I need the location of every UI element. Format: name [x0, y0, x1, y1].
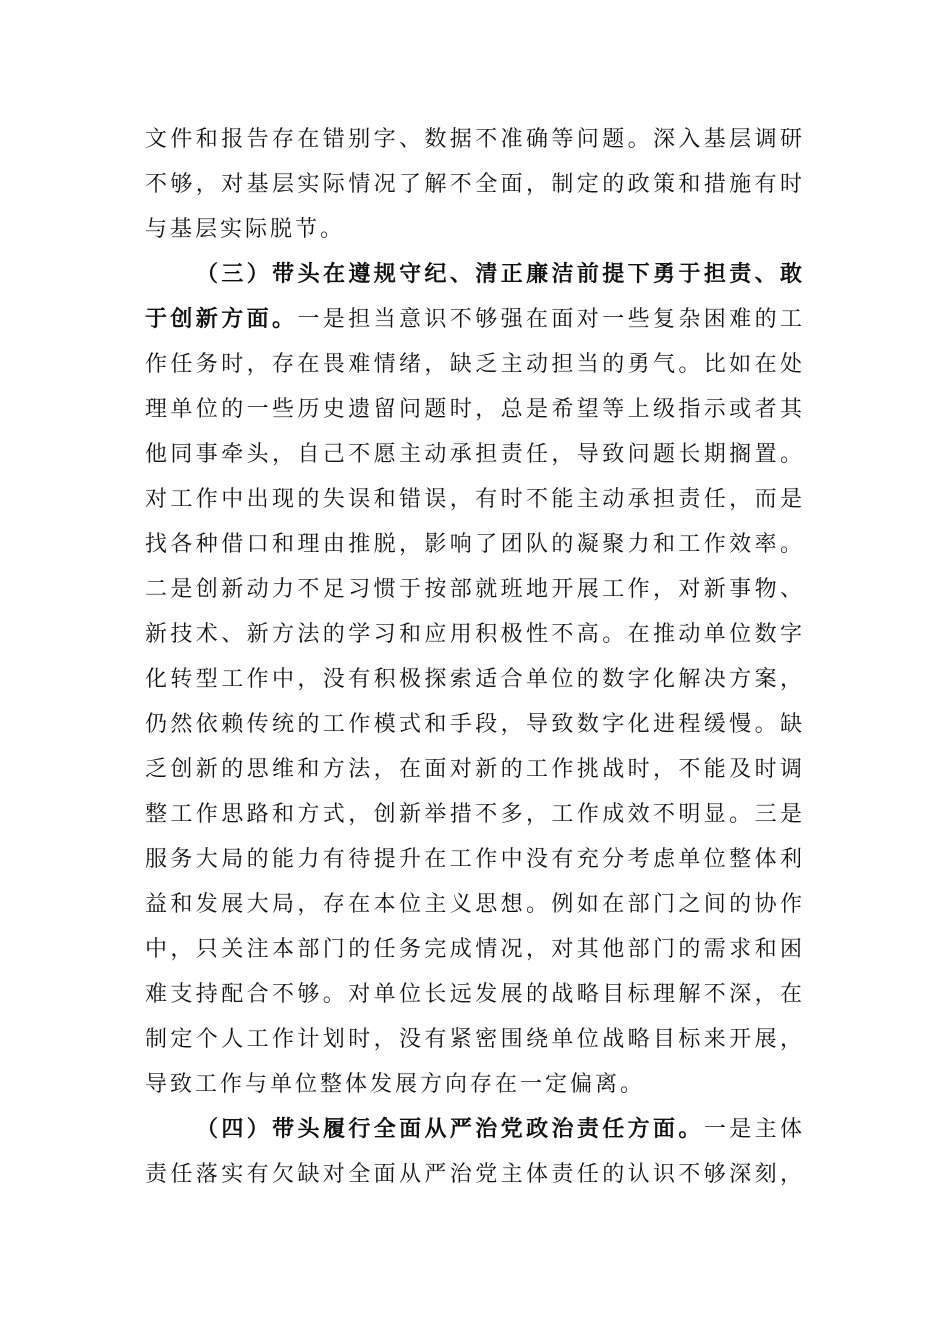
- body-text: 新技术、新方法的学习和应用积极性不高。在推动单位数字: [145, 622, 805, 647]
- body-text: 与基层实际脱节。: [145, 217, 346, 242]
- text-line: [145, 1062, 805, 1107]
- text-line: [145, 117, 805, 162]
- text-line: [145, 792, 805, 837]
- text-line: [145, 702, 805, 747]
- body-text: 理单位的一些历史遗留问题时，总是希望等上级指示或者其: [145, 397, 805, 422]
- body-text: 找各种借口和理由推脱，影响了团队的凝聚力和工作效率。: [145, 532, 805, 557]
- text-line: [145, 162, 805, 207]
- body-text: 一是主体: [703, 1117, 805, 1142]
- text-line: [145, 927, 805, 972]
- body-text: 他同事牵头，自己不愿主动承担责任，导致问题长期搁置。: [145, 442, 805, 467]
- text-line: [145, 1152, 805, 1197]
- text-line: [145, 972, 805, 1017]
- body-text: 导致工作与单位整体发展方向存在一定偏离。: [145, 1072, 646, 1097]
- document-body: [145, 117, 805, 1197]
- text-line: [145, 252, 805, 297]
- body-text: 服务大局的能力有待提升在工作中没有充分考虑单位整体利: [145, 847, 805, 872]
- text-line: [145, 882, 805, 927]
- text-line: [145, 567, 805, 612]
- text-line: [145, 207, 805, 252]
- text-line: [145, 477, 805, 522]
- section-heading-text: （三）带头在遵规守纪、清正廉洁前提下勇于担责、敢: [196, 261, 805, 287]
- section-heading-text: 于创新方面。: [145, 306, 298, 332]
- body-text: 益和发展大局，存在本位主义思想。例如在部门之间的协作: [145, 892, 805, 917]
- body-text: 仍然依赖传统的工作模式和手段，导致数字化进程缓慢。缺: [145, 712, 805, 737]
- text-line: [145, 1017, 805, 1062]
- text-line: [145, 657, 805, 702]
- body-text: 文件和报告存在错别字、数据不准确等问题。深入基层调研: [145, 127, 805, 152]
- text-line: [145, 1107, 805, 1152]
- body-text: 一是担当意识不够强在面对一些复杂困难的工: [297, 307, 805, 332]
- body-text: 不够，对基层实际情况了解不全面，制定的政策和措施有时: [145, 172, 805, 197]
- body-text: 中，只关注本部门的任务完成情况，对其他部门的需求和困: [145, 937, 805, 962]
- body-text: 化转型工作中，没有积极探索适合单位的数字化解决方案，: [145, 667, 805, 692]
- text-line: [145, 342, 805, 387]
- text-line: [145, 837, 805, 882]
- body-text: 对工作中出现的失误和错误，有时不能主动承担责任，而是: [145, 487, 805, 512]
- text-line: [145, 612, 805, 657]
- body-text: 制定个人工作计划时，没有紧密围绕单位战略目标来开展，: [145, 1027, 805, 1052]
- text-line: [145, 747, 805, 792]
- text-line: [145, 387, 805, 432]
- text-line: [145, 522, 805, 567]
- body-text: 责任落实有欠缺对全面从严治党主体责任的认识不够深刻，: [145, 1162, 805, 1187]
- body-text: 难支持配合不够。对单位长远发展的战略目标理解不深，在: [145, 982, 805, 1007]
- text-line: [145, 297, 805, 342]
- body-text: 二是创新动力不足习惯于按部就班地开展工作，对新事物、: [145, 577, 805, 602]
- section-heading-text: （四）带头履行全面从严治党政治责任方面。: [196, 1116, 704, 1142]
- body-text: 乏创新的思维和方法，在面对新的工作挑战时，不能及时调: [145, 757, 805, 782]
- text-line: [145, 432, 805, 477]
- body-text: 整工作思路和方式，创新举措不多，工作成效不明显。三是: [145, 802, 805, 827]
- body-text: 作任务时，存在畏难情绪，缺乏主动担当的勇气。比如在处: [145, 352, 805, 377]
